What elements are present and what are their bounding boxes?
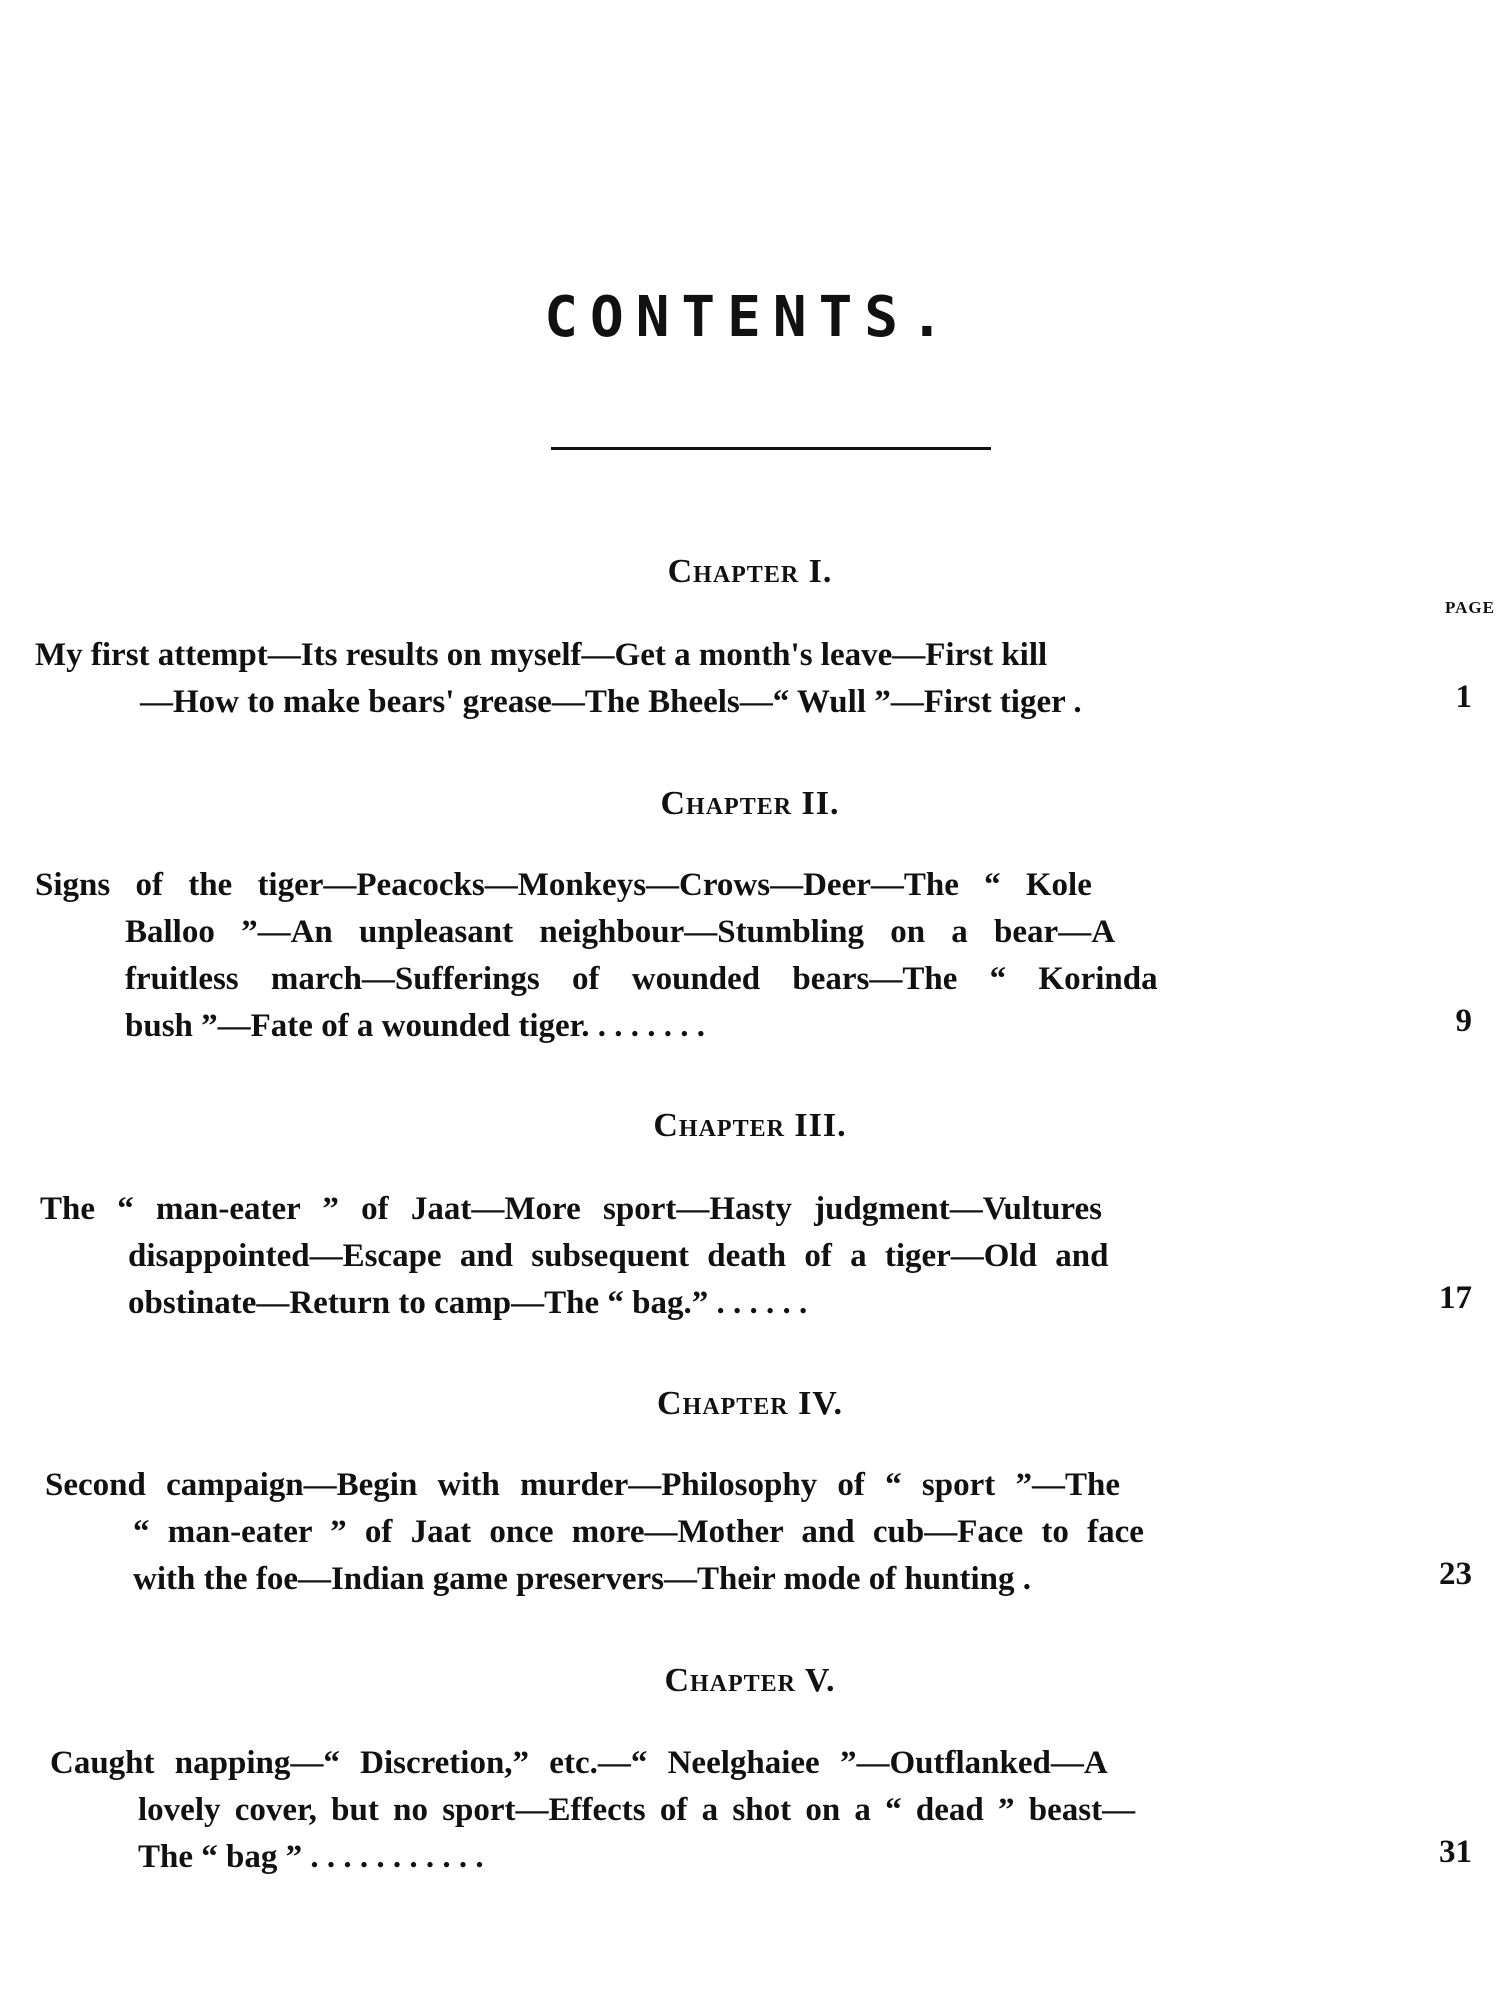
page-number: 1 — [1455, 679, 1472, 715]
page-number: 17 — [1439, 1280, 1472, 1316]
chapter-heading: Chapter III. — [653, 1107, 847, 1144]
entry-line: The “ man-eater ” of Jaat—More sport—Hasty judgment—Vultures — [40, 1191, 1102, 1227]
entry-text — [45, 1462, 1365, 1603]
entry-line: The “ bag ” . . . . . . . . . . . — [138, 1839, 484, 1875]
page-number: 9 — [1455, 1003, 1472, 1039]
entry-line: disappointed—Escape and subsequent death of a tiger—Old and — [128, 1238, 1109, 1274]
toc-entry — [0, 1186, 1500, 1386]
entry-line: “ man-eater ” of Jaat once more—Mother and cub—Face to face — [133, 1514, 1144, 1550]
entry-line: obstinate—Return to camp—The “ bag.” . . . . . . — [128, 1285, 808, 1321]
entry-line: —How to make bears' grease—The Bheels—“ Wull ”—First tiger . — [140, 684, 1082, 720]
entry-line: lovely cover, but no sport—Effects of a shot on a “ dead ” beast— — [138, 1792, 1136, 1828]
entry-text — [35, 862, 1365, 1050]
entry-text — [50, 1740, 1365, 1881]
page-number: 23 — [1439, 1556, 1472, 1592]
entry-text — [35, 632, 1365, 726]
chapter-heading: Chapter V. — [664, 1662, 836, 1699]
page-column-label: PAGE — [1445, 598, 1495, 617]
chapter-heading: Chapter II. — [660, 785, 840, 822]
entry-line: Signs of the tiger—Peacocks—Monkeys—Crows—Deer—The “ Kole — [35, 867, 1092, 903]
page-number: 31 — [1439, 1834, 1472, 1870]
entry-line: bush ”—Fate of a wounded tiger. . . . . . . . — [125, 1008, 705, 1044]
entry-line: Caught napping—“ Discretion,” etc.—“ Neelghaiee ”—Outflanked—A — [50, 1745, 1108, 1781]
entry-line: My first attempt—Its results on myself—Get a month's leave—First kill — [35, 637, 1048, 673]
toc-entry — [0, 1740, 1500, 1940]
toc-entry — [0, 862, 1500, 1062]
entry-line: Second campaign—Begin with murder—Philosophy of “ sport ”—The — [45, 1467, 1120, 1503]
entry-line: with the foe—Indian game preservers—Their mode of hunting . — [133, 1561, 1032, 1597]
chapter-heading: Chapter I. — [667, 553, 833, 590]
title-divider — [551, 447, 991, 450]
chapter-heading: Chapter IV. — [657, 1385, 843, 1422]
entry-text — [40, 1186, 1365, 1327]
toc-entry — [0, 1462, 1500, 1662]
entry-line: Balloo ”—An unpleasant neighbour—Stumbling on a bear—A — [125, 914, 1116, 950]
entry-line: fruitless march—Sufferings of wounded bears—The “ Korinda — [125, 961, 1158, 997]
page-title: CONTENTS. — [544, 285, 956, 350]
